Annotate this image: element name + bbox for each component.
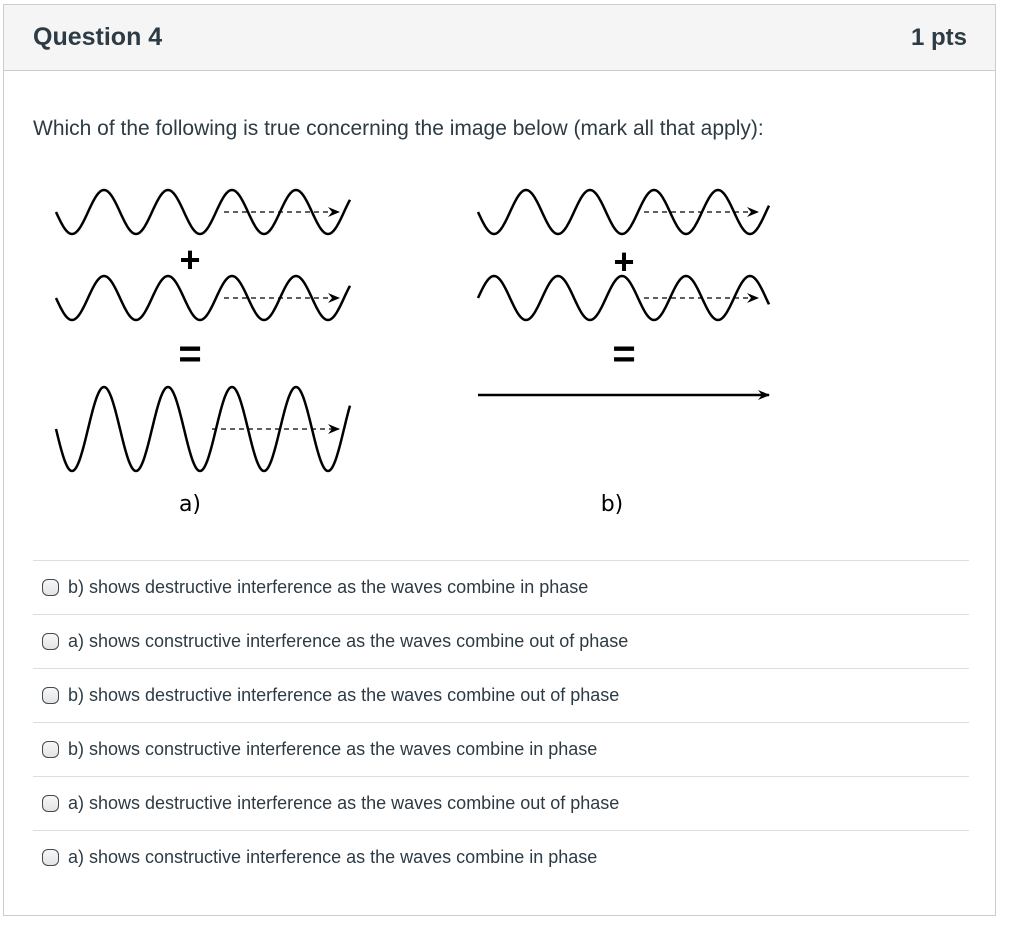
answer-option[interactable] bbox=[33, 560, 969, 614]
answer-option[interactable] bbox=[33, 722, 969, 776]
answer-option[interactable] bbox=[33, 668, 969, 722]
question-title: Question 4 bbox=[33, 23, 163, 51]
question-card bbox=[3, 4, 996, 916]
panel-a-plus: + bbox=[179, 239, 201, 280]
panel-b-label: b) bbox=[600, 492, 624, 517]
panel-b-equals: = bbox=[612, 332, 636, 376]
panel-b-plus: + bbox=[613, 241, 635, 282]
answer-label: b) shows constructive interference as the waves combine in phase bbox=[68, 739, 598, 759]
answer-checkbox[interactable] bbox=[42, 849, 59, 866]
answer-option[interactable] bbox=[33, 614, 969, 668]
interference-figure bbox=[44, 175, 784, 525]
panel-a-label: a) bbox=[178, 492, 202, 517]
panel-a-equals: = bbox=[178, 332, 202, 376]
answer-checkbox[interactable] bbox=[42, 633, 59, 650]
answer-label: b) shows destructive interference as the waves combine out of phase bbox=[68, 685, 620, 705]
question-points: 1 pts bbox=[910, 23, 967, 51]
answer-checkbox[interactable] bbox=[42, 687, 59, 704]
answer-label: a) shows destructive interference as the waves combine out of phase bbox=[68, 793, 620, 813]
answer-checkbox[interactable] bbox=[42, 579, 59, 596]
answer-checkbox[interactable] bbox=[42, 741, 59, 758]
answer-label: a) shows constructive interference as the waves combine in phase bbox=[68, 847, 598, 867]
panel-b bbox=[478, 190, 769, 517]
answer-option[interactable] bbox=[33, 830, 969, 884]
answer-option[interactable] bbox=[33, 776, 969, 830]
interference-diagram bbox=[44, 175, 784, 525]
answer-list bbox=[33, 560, 969, 884]
panel-a bbox=[56, 190, 350, 517]
answer-label: b) shows destructive interference as the waves combine in phase bbox=[68, 577, 589, 597]
answer-label: a) shows constructive interference as the waves combine out of phase bbox=[68, 631, 629, 651]
question-header bbox=[4, 5, 995, 71]
question-text: Which of the following is true concerning the image below (mark all that apply): bbox=[33, 117, 764, 140]
answer-checkbox[interactable] bbox=[42, 795, 59, 812]
